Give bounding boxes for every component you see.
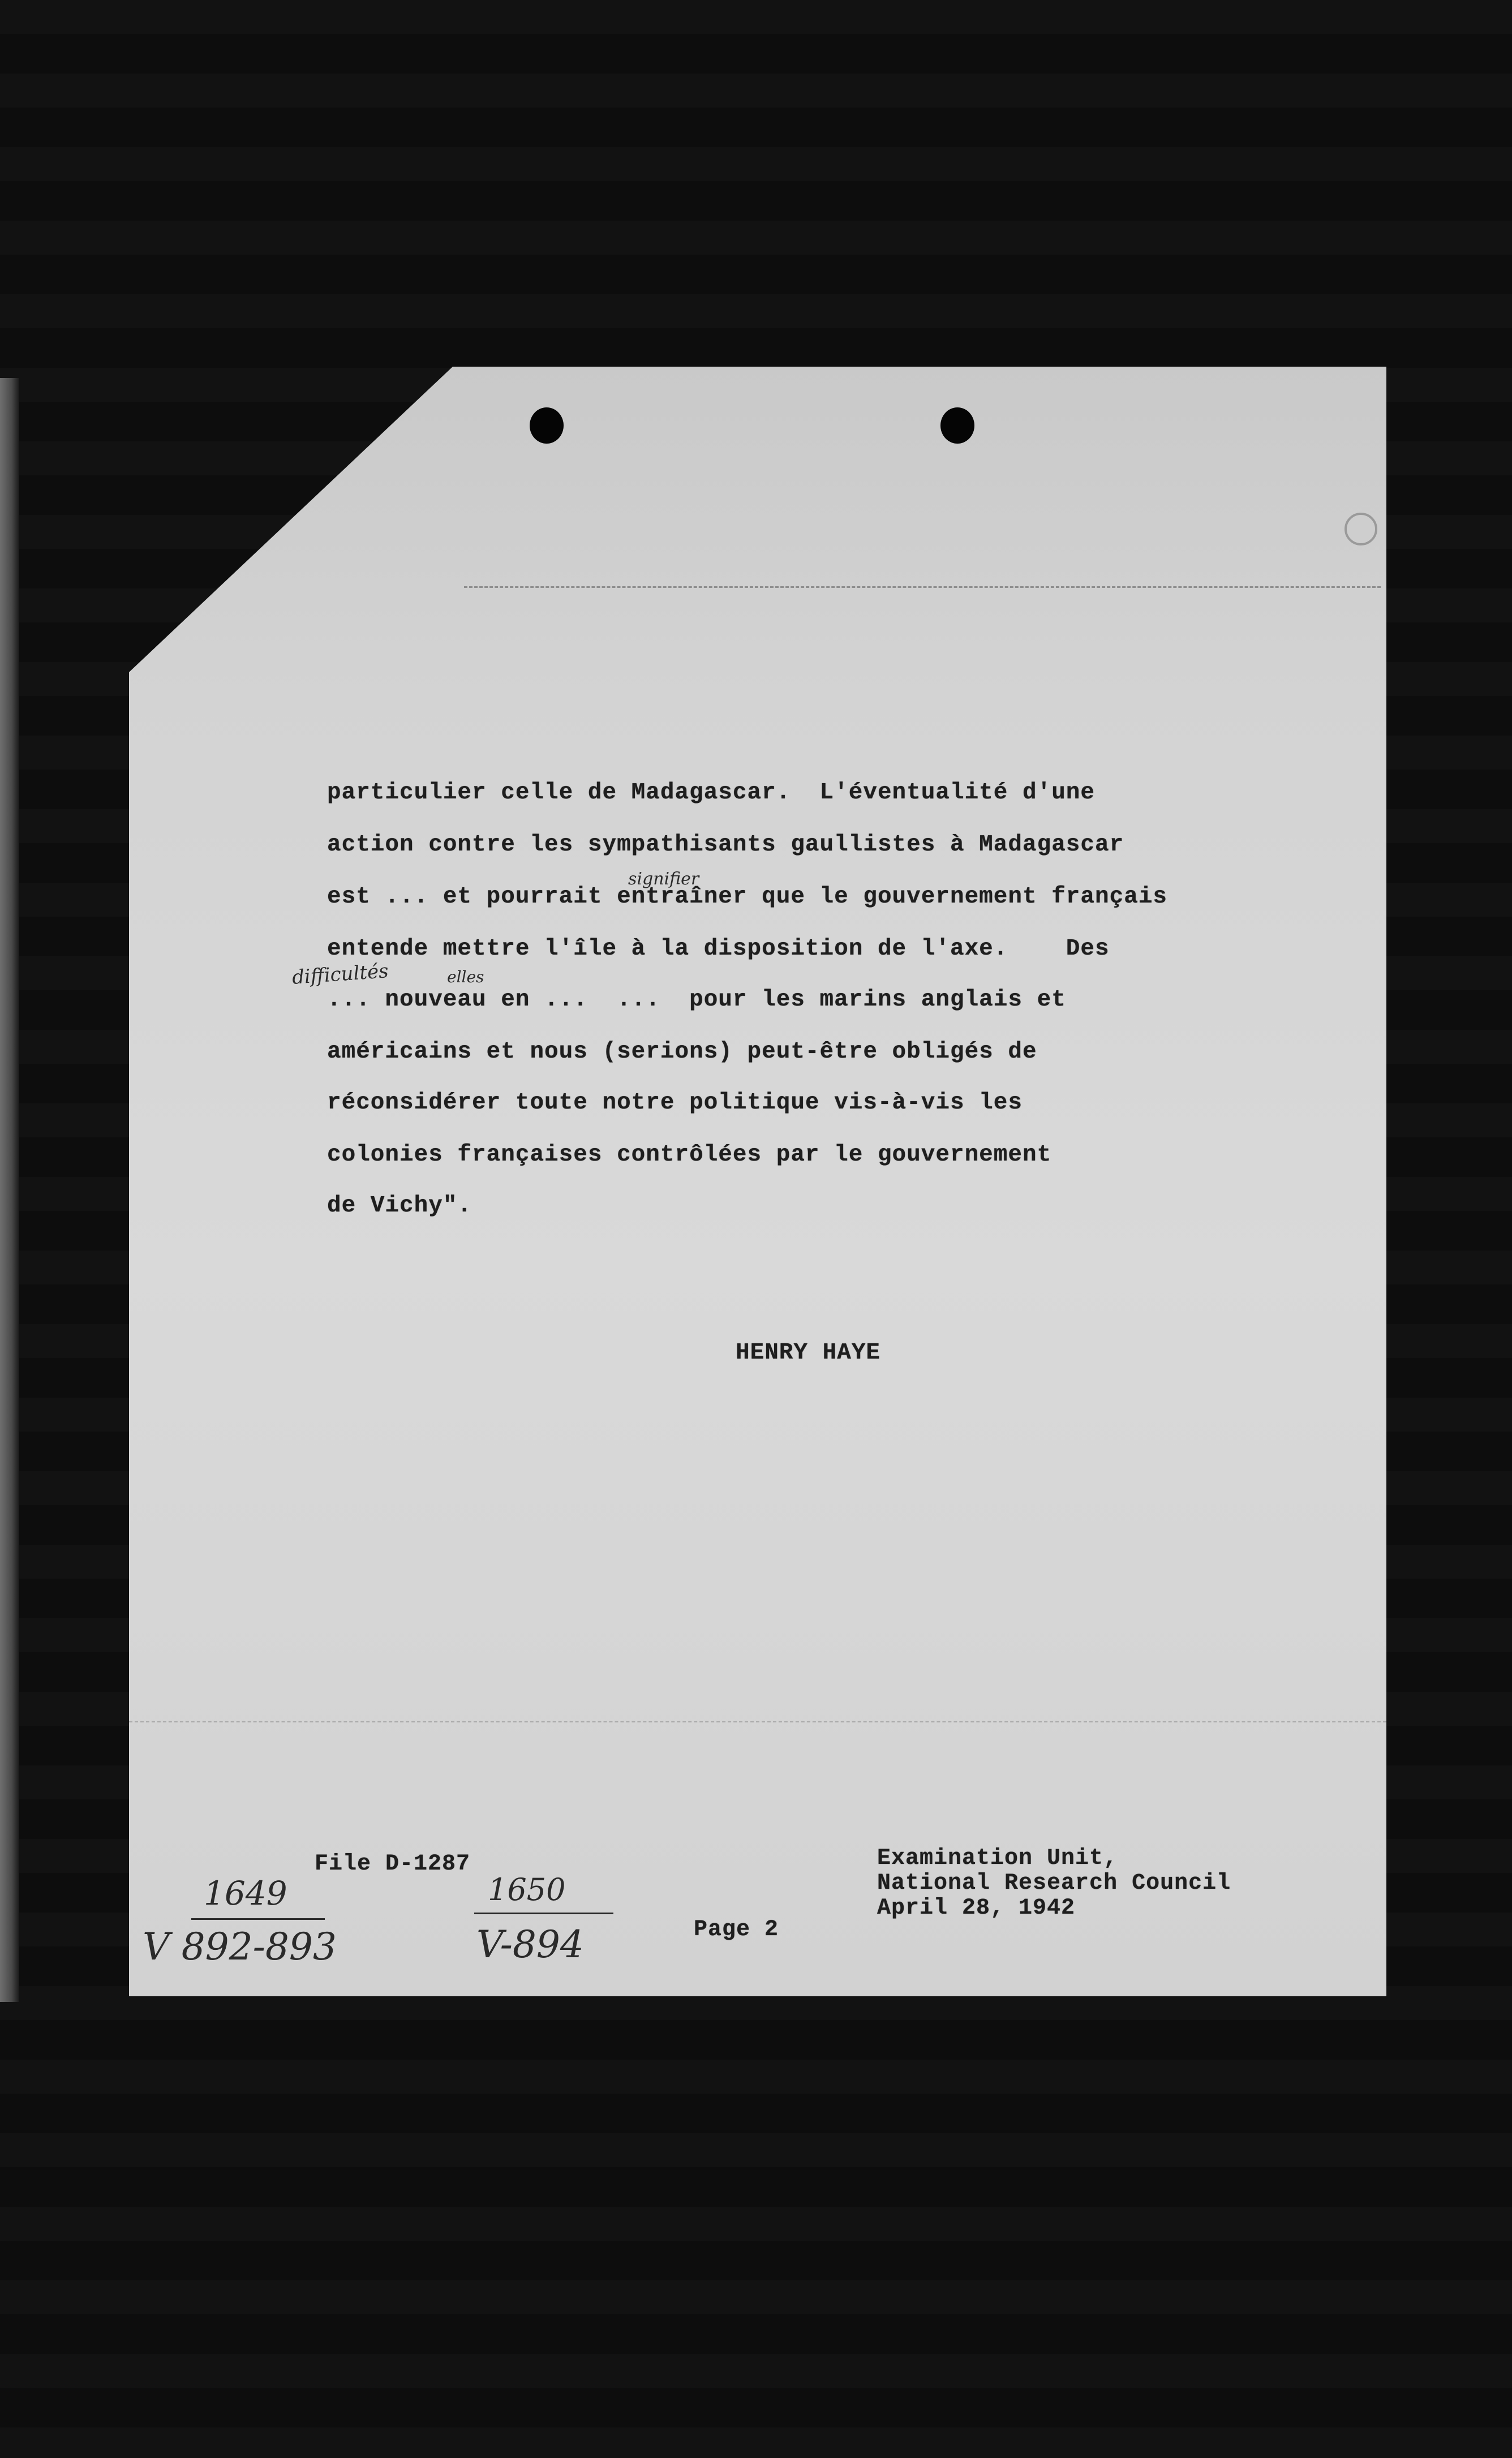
fold-line-bottom — [129, 1721, 1386, 1722]
corner-mark — [1345, 513, 1377, 545]
underline-1 — [191, 1918, 325, 1920]
file-number: File D-1287 — [315, 1851, 471, 1877]
unit-line-1: Examination Unit, — [877, 1846, 1118, 1871]
body-line: colonies françaises contrôlées par le gouvernement — [327, 1142, 1052, 1168]
body-line: particulier celle de Madagascar. L'éventualité d'une — [327, 780, 1096, 806]
document-page — [129, 367, 1386, 1996]
punch-hole-right — [940, 407, 974, 444]
body-line: est ... et pourrait entraîner que le gouvernement français — [327, 884, 1168, 910]
underline-2 — [474, 1913, 613, 1914]
handwritten-ref-1: V 892-893 — [143, 1925, 337, 1969]
body-line: action contre les sympathisants gaullistes à Madagascar — [327, 832, 1124, 858]
signature-name: HENRY HAYE — [736, 1340, 881, 1366]
page-number: Page 2 — [694, 1917, 779, 1943]
handwritten-number-2: 1650 — [488, 1872, 566, 1907]
body-line: réconsidérer toute notre politique vis-à-vis les — [327, 1090, 1023, 1116]
body-line: ... nouveau en ... ... pour les marins anglais et — [327, 987, 1066, 1013]
unit-line-2: National Research Council — [877, 1871, 1231, 1896]
adjacent-page-edge — [0, 378, 19, 2002]
handwritten-margin-note: difficultés — [291, 960, 389, 989]
body-line: de Vichy". — [327, 1193, 472, 1219]
fold-line-top — [464, 586, 1381, 588]
handwritten-ref-2: V-894 — [476, 1923, 584, 1966]
handwritten-number-1: 1649 — [204, 1874, 287, 1913]
body-line: américains et nous (serions) peut-être obligés de — [327, 1039, 1037, 1065]
handwritten-insertion: elles — [447, 968, 484, 986]
punch-hole-left — [530, 407, 564, 444]
handwritten-correction: signifier — [628, 869, 699, 889]
unit-date: April 28, 1942 — [877, 1896, 1076, 1921]
body-line: entende mettre l'île à la disposition de l'axe. Des — [327, 936, 1110, 962]
